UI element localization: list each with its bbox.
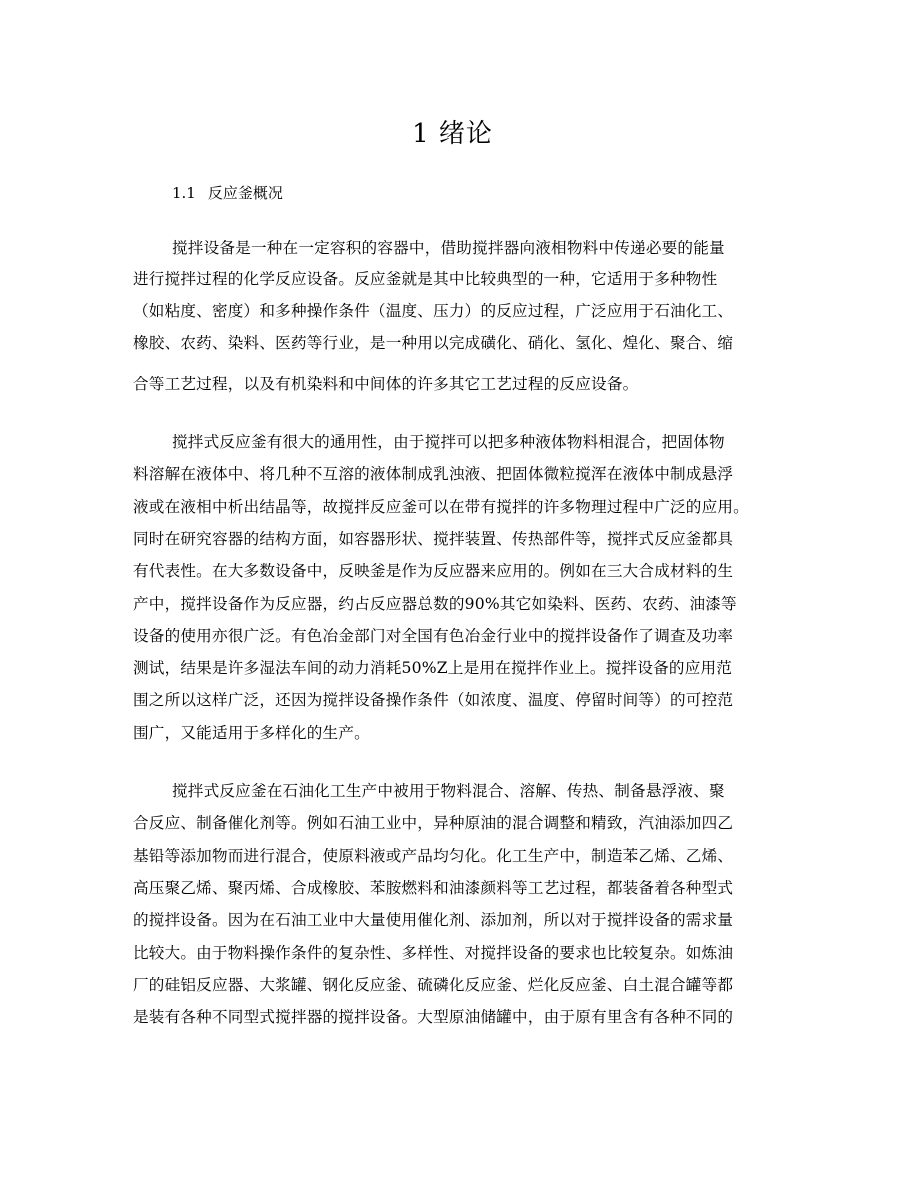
section-title: 反应釜概况 (207, 184, 283, 202)
paragraph-line: 液或在液相中析出结晶等，故搅拌反应釜可以在带有搅拌的许多物理过程中广泛的应用。 (133, 498, 749, 516)
paragraph-line: 围广，又能适用于多样化的生产。 (133, 724, 370, 742)
paragraph-line: 合反应、制备催化剂等。例如石油工业中，异种原油的混合调整和精致，汽油添加四乙 (133, 814, 734, 832)
paragraph-line: 厂的硅铝反应器、大浆罐、钢化反应釜、硫磷化反应釜、烂化反应釜、白土混合罐等都 (133, 976, 734, 994)
paragraph-line: 是装有各种不同型式搅拌器的搅拌设备。大型原油储罐中，由于原有里含有各种不同的 (133, 1008, 734, 1026)
paragraph-line: 搅拌设备是一种在一定容积的容器中，借助搅拌器向液相物料中传递必要的能量 (172, 239, 725, 257)
paragraph-line: 围之所以这样广泛，还因为搅拌设备操作条件（如浓度、温度、停留时间等）的可控范 (133, 691, 734, 709)
paragraph-line: 料溶解在液体中、将几种不互溶的液体制成乳浊液、把固体微粒搅浑在液体中制成悬浮 (133, 465, 734, 483)
paragraph-line: 测试，结果是许多湿法车间的动力消耗50%Z上是用在搅拌作业上。搅拌设备的应用范 (133, 659, 733, 677)
paragraph-line: 基铅等添加物而进行混合，使原料液或产品均匀化。化工生产中，制造苯乙烯、乙烯、 (133, 847, 734, 865)
paragraph-line: 有代表性。在大多数设备中，反映釜是作为反应器来应用的。例如在三大合成材料的生 (133, 562, 734, 580)
paragraph-line: 产中，搅拌设备作为反应器，约占反应器总数的90%其它如染料、医药、农药、油漆等 (133, 595, 737, 613)
section-heading (172, 182, 283, 204)
paragraph-line: 搅拌式反应釜在石油化工生产中被用于物料混合、溶解、传热、制备悬浮液、聚 (172, 782, 725, 800)
paragraph-line: 橡胶、农药、染料、医药等行业，是一种用以完成磺化、硝化、氢化、煌化、聚合、缩 (133, 334, 734, 352)
paragraph-line: 设备的使用亦很广泛。有色冶金部门对全国有色冶金行业中的搅拌设备作了调查及功率 (133, 627, 734, 645)
paragraph-line: 搅拌式反应釜有很大的通用性，由于搅拌可以把多种液体物料相混合，把固体物 (172, 433, 725, 451)
paragraph-line: 高压聚乙烯、聚丙烯、合成橡胶、苯胺燃料和油漆颜料等工艺过程，都装备着各种型式 (133, 879, 734, 897)
paragraph-line: 比较大。由于物料操作条件的复杂性、多样性、对搅拌设备的要求也比较复杂。如炼油 (133, 944, 734, 962)
paragraph-line: 进行搅拌过程的化学反应设备。反应釜就是其中比较典型的一种，它适用于多种物性 (133, 270, 718, 288)
paragraph-line: 的搅拌设备。因为在石油工业中大量使用催化剂、添加剂，所以对于搅拌设备的需求量 (133, 911, 734, 929)
paragraph-line: 合等工艺过程，以及有机染料和中间体的许多其它工艺过程的反应设备。 (133, 375, 639, 393)
paragraph-line: （如粘度、密度）和多种操作条件（温度、压力）的反应过程，广泛应用于石油化工、 (133, 302, 734, 320)
section-number: 1.1 (172, 184, 196, 202)
chapter-title: 1 绪论 (412, 119, 493, 149)
paragraph-line: 同时在研究容器的结构方面，如容器形状、搅拌装置、传热部件等，搅拌式反应釜都具 (133, 530, 734, 548)
